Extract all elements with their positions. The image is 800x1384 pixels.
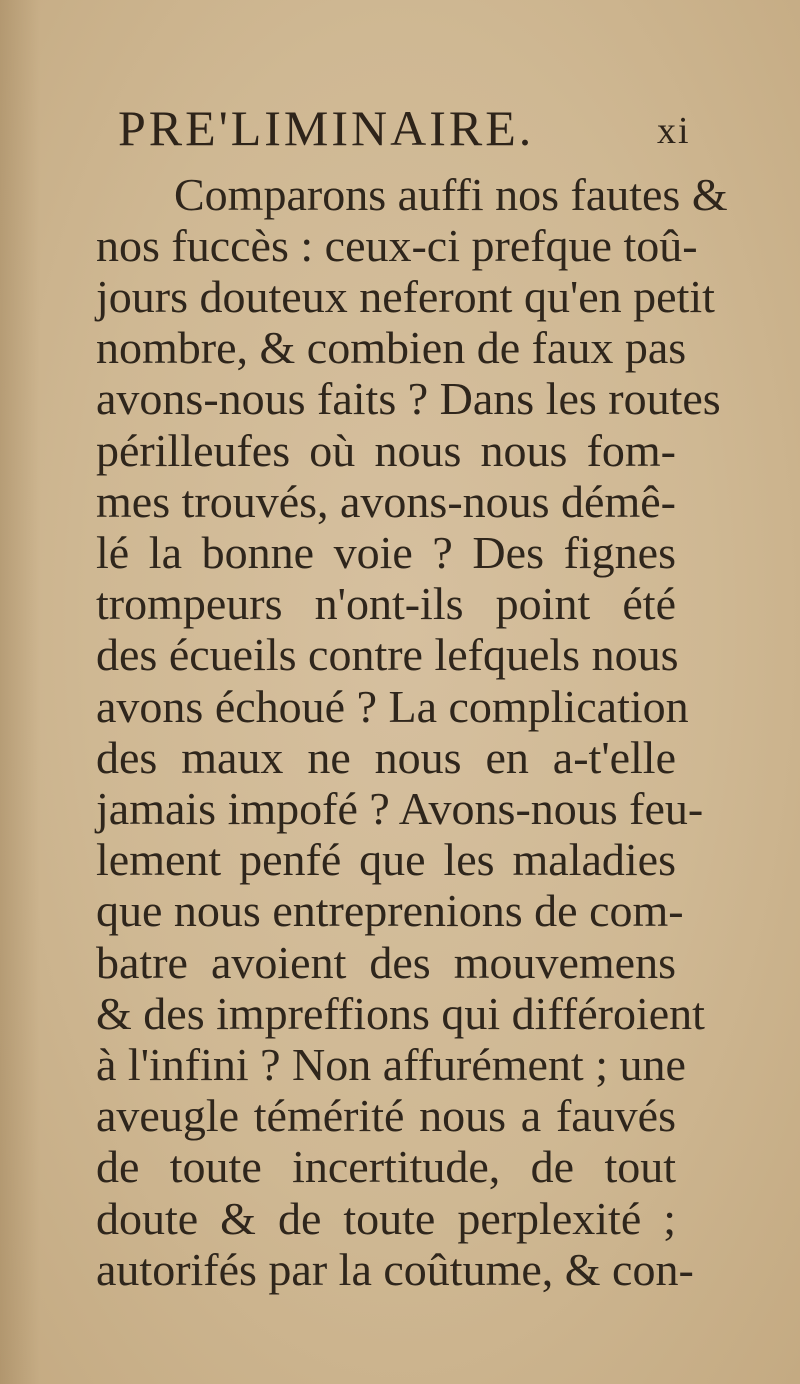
text-line-16: batre avoient des mouvemens (96, 937, 676, 988)
running-head: PRE'LIMINAIRE. (118, 100, 535, 156)
text-line-13: jamais impofé ? Avons-nous feu- (96, 783, 704, 834)
text-line-15: que nous entreprenions de com- (96, 885, 684, 936)
text-line-19: aveugle témérité nous a fauvés (96, 1090, 676, 1141)
text-line-5: avons-nous faits ? Dans les routes (96, 373, 721, 424)
text-line-11: avons échoué ? La complication (96, 681, 689, 732)
text-line-17: & des impreffions qui différoient (96, 988, 705, 1039)
text-line-6: périlleufes où nous nous fom- (96, 425, 676, 476)
text-line-18: à l'infini ? Non affurément ; une (96, 1039, 686, 1090)
text-line-9: trompeurs n'ont-ils point été (96, 578, 676, 629)
text-line-12: des maux ne nous en a-t'elle (96, 732, 676, 783)
text-line-14: lement penfé que les maladies (96, 834, 676, 885)
text-line-22: autorifés par la coûtume, & con- (96, 1244, 694, 1295)
text-line-7: mes trouvés, avons-nous démê- (96, 476, 676, 527)
text-line-2: nos fuccès : ceux-ci prefque toû- (96, 220, 698, 271)
text-line-10: des écueils contre lefquels nous (96, 629, 679, 680)
text-line-3: jours douteux neferont qu'en petit (96, 271, 715, 322)
page-header (118, 98, 718, 158)
text-line-1: Comparons auffi nos fautes & (174, 169, 728, 220)
text-line-20: de toute incertitude, de tout (96, 1141, 676, 1192)
text-line-4: nombre, & combien de faux pas (96, 322, 687, 373)
page-edge-shadow (0, 0, 40, 1384)
text-line-21: doute & de toute perplexité ; (96, 1193, 676, 1244)
text-line-8: lé la bonne voie ? Des fignes (96, 527, 676, 578)
page-number: xi (657, 110, 691, 152)
